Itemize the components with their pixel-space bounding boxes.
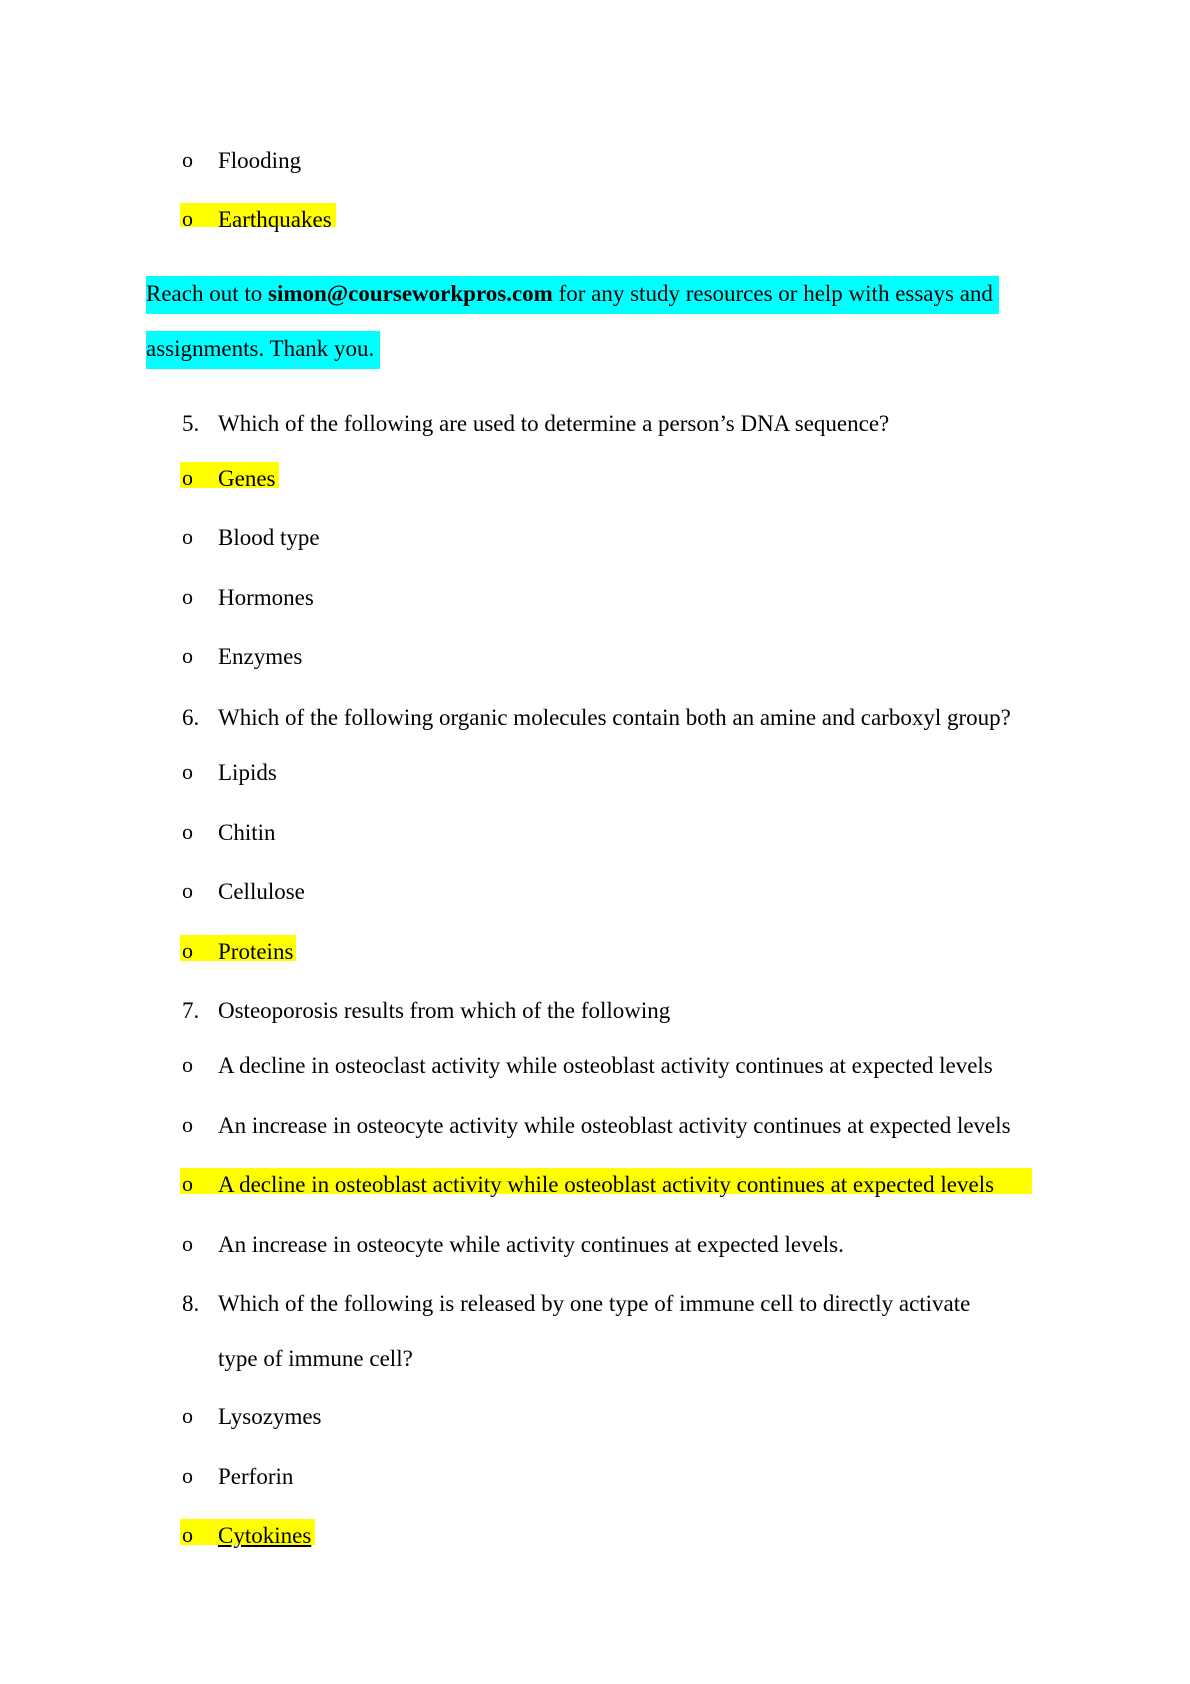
option-label: Enzymes [218,644,303,669]
option-label: Perforin [218,1464,294,1489]
option-label: An increase in osteocyte activity while osteoblast activity continues at expected levels [218,1113,1011,1138]
bullet-marker: o [182,465,193,490]
option-label: Earthquakes [218,207,332,232]
option-label: Genes [218,466,276,491]
option-label: Lipids [218,760,277,785]
bullet-marker: o [182,1522,193,1547]
bullet-marker: o [182,1112,193,1137]
question-text: type of immune cell? [218,1346,413,1371]
option-label: Blood type [218,525,320,550]
bullet-marker: o [182,1171,193,1196]
bullet-marker: o [182,819,193,844]
question-text: Which of the following is released by one type of immune cell to directly activate [218,1291,971,1316]
question-text: Osteoporosis results from which of the following [218,998,671,1023]
option-label: Proteins [218,939,294,964]
bullet-marker: o [182,878,193,903]
question-number: 7. [182,998,200,1023]
option-label: A decline in osteoblast activity while osteoblast activity continues at expected levels [218,1172,995,1197]
question-number: 5. [182,411,200,436]
question-number: 6. [182,705,200,730]
bullet-marker: o [182,1463,193,1488]
bullet-marker: o [182,1231,193,1256]
question-number: 8. [182,1291,200,1316]
option-label: Chitin [218,820,276,845]
option-label: Lysozymes [218,1404,322,1429]
option-label: Cellulose [218,879,305,904]
bullet-marker: o [182,1403,193,1428]
option-label: Cytokines [218,1523,312,1548]
bullet-marker: o [182,759,193,784]
contact-notice-line1 [146,282,999,305]
contact-email: simon@courseworkpros.com [268,281,553,306]
bullet-marker: o [182,1052,193,1077]
bullet-marker: o [182,524,193,549]
contact-notice-highlight: assignments. Thank you. [146,331,380,369]
bullet-marker: o [182,206,193,231]
option-label: A decline in osteoclast activity while osteoblast activity continues at expected levels [218,1053,993,1078]
question-text: Which of the following organic molecules contain both an amine and carboxyl group? [218,705,1011,730]
bullet-marker: o [182,147,193,172]
option-label: An increase in osteocyte while activity continues at expected levels. [218,1232,844,1257]
bullet-marker: o [182,938,193,963]
option-label: Hormones [218,585,314,610]
bullet-marker: o [182,643,193,668]
contact-notice-line2 [146,337,380,360]
question-text: Which of the following are used to determine a person’s DNA sequence? [218,411,890,436]
bullet-marker: o [182,584,193,609]
option-label: Flooding [218,148,302,173]
contact-notice-highlight: Reach out to simon@courseworkpros.com for any study resources or help with essays and [146,276,999,314]
